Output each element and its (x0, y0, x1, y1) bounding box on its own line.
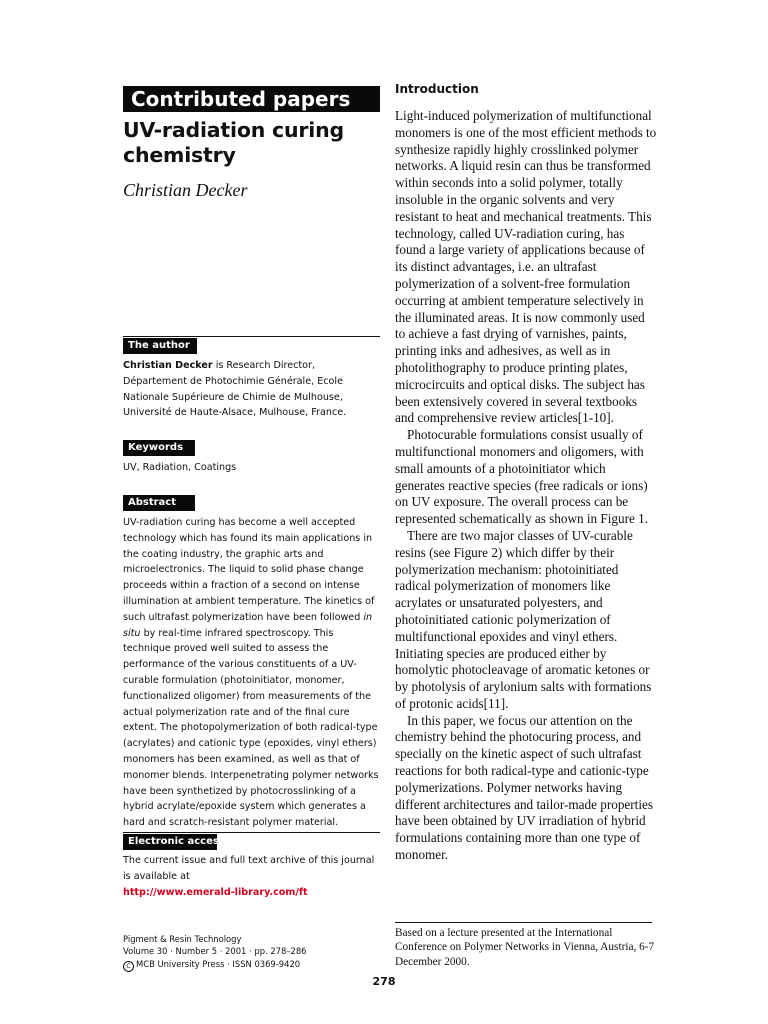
access-link[interactable]: http://www.emerald-library.com/ft (123, 886, 308, 898)
copyright-icon: C (123, 961, 134, 972)
article-title (123, 118, 380, 168)
journal-footer (123, 933, 380, 972)
abstract-text (123, 515, 380, 831)
section-banner: Contributed papers (123, 86, 380, 112)
journal-volume: Volume 30 · Number 5 · 2001 · pp. 278–286 (123, 946, 307, 957)
article-author: Christian Decker (123, 180, 248, 200)
page-number: 278 (372, 975, 396, 988)
access-text (123, 853, 380, 900)
intro-paragraph-3: There are two major classes of UV-curable resins (see Figure 2) which differ by their polymerization mechanism: photoinitiated radical polymerization of monomers like acrylates or unsaturated polyesters, and photoinitiated cationic polymerization of multifunctional epoxides and vinyl ethers. Initiating species are produced either by homolytic photocleavage of aromatic ketones or by photolysis of arylonium salts with formations of protonic acids[11]. (395, 527, 652, 711)
title-line-2: chemistry (123, 143, 236, 167)
article-header (123, 86, 380, 201)
access-section-rule (123, 832, 380, 833)
author-bio-name: Christian Decker (123, 360, 213, 371)
abstract-text-italic: in situ (123, 611, 373, 639)
intro-paragraph-4: In this paper, we focus our attention on the chemistry behind the photocuring process, and specially on the kinetic aspect of such ultrafast reactions for both radical-type and cationic-type polymerizations. Polymer networks having different architectures and tailor-made properties have been obtained by UV irradiation of hybrid formulations containing more than one type of monomer. (395, 712, 653, 863)
access-label: Electronic access (123, 834, 217, 850)
introduction-body (395, 108, 657, 864)
introduction-heading: Introduction (395, 82, 479, 96)
keywords-label: Keywords (123, 440, 195, 456)
author-bio-text: is Research Director, Département de Photochimie Générale, Ecole Nationale Supérieure de Chimie de Mulhouse, Université de Haute-Alsace, Mulhouse, France. (123, 360, 347, 419)
abstract-label: Abstract (123, 495, 195, 511)
footnote-rule (395, 922, 652, 923)
journal-publisher-line (123, 958, 380, 972)
abstract-text-part-1: UV-radiation curing has become a well accepted technology which has found its main applications in the coating industry, the graphic arts and microelectronics. The liquid to solid phase change proceeds within a fraction of a second on intense illumination at ambient temperature. The kinetics of such ultrafast polymerization have been followed (123, 517, 375, 623)
journal-name: Pigment & Resin Technology (123, 934, 242, 944)
title-line-1: UV-radiation curing (123, 118, 344, 142)
intro-paragraph-2: Photocurable formulations consist usually of multifunctional monomers and oligomers, with small amounts of a photoinitiator which generates reactive species (free radicals or ions) on UV exposure. The overall process can be represented schematically as shown in Figure 1. (395, 427, 649, 527)
keywords-text: UV, Radiation, Coatings (123, 462, 237, 473)
intro-paragraph-1: Light-induced polymerization of multifunctional monomers is one of the most efficient methods to synthesize rapidly highly crosslinked polymer networks. A liquid resin can thus be transformed within seconds into a solid polymer, totally insoluble in the organic solvents and very resistant to heat and mechanical treatments. This technology, called UV-radiation curing, has found a large variety of applications because of its distinct advantages, i.e. an ultrafast polymerization of a solvent-free formulation occurring at ambient temperature selectively in the illuminated areas. It is now commonly used to achieve a fast drying of varnishes, paints, printing inks and adhesives, as well as in photolithography to produce printing plates, microcircuits and optical disks. The subject has been extensively covered in several textbooks and comprehensive review articles[1-10]. (395, 108, 657, 426)
access-description: The current issue and full text archive of this journal is available at (123, 855, 375, 882)
author-section-label: The author (123, 338, 197, 354)
footnote: Based on a lecture presented at the International Conference on Polymer Networks in Vienna, Austria, 6-7 December 2000. (395, 927, 655, 968)
author-bio (123, 358, 380, 421)
author-section-rule (123, 336, 380, 337)
journal-publisher: MCB University Press · ISSN 0369-9420 (136, 958, 301, 969)
abstract-text-part-2: by real-time infrared spectroscopy. This technique proved well suited to assess the performance of the various constituents of a UV-curable formulation (photoinitiator, monomer, functionalized oligomer) from measurements of the actual polymerization rate and of the final cure extent. The photopolymerization of both radical-type (acrylates) and cationic type (epoxides, vinyl ethers) monomers has been examined, as well as that of monomer blends. Interpenetrating polymer networks have been synthetized by photocrosslinking of a hybrid acrylate/epoxide system which generates a hard and scratch-resistant polymer material. (123, 627, 379, 829)
